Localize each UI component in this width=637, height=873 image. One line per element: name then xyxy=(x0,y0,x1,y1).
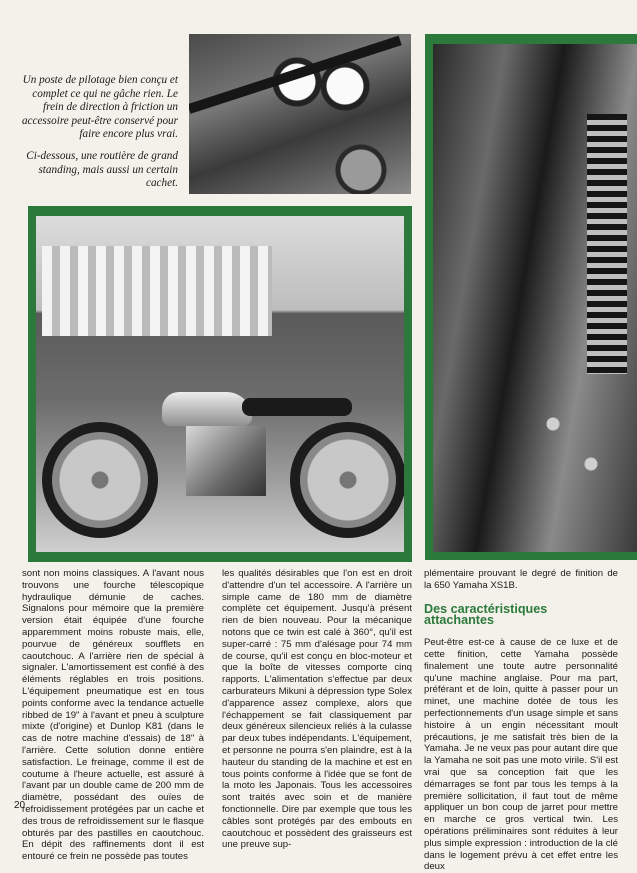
engine-detail-photo xyxy=(433,44,637,552)
cockpit-photo xyxy=(189,34,411,194)
engine-block xyxy=(186,426,266,496)
text-column-2 xyxy=(222,568,412,851)
seat xyxy=(242,398,352,416)
page-number: 20 xyxy=(14,800,26,811)
motorcycle-photo xyxy=(36,216,404,552)
caption-paragraph-1: Un poste de pilotage bien conçu et complet ce qui ne gâche rien. Le frein de direction à friction un accessoire peut-être conservé pour faire encore plus vrai. xyxy=(21,74,178,141)
fuel-tank xyxy=(162,392,252,426)
column-3-intro: plémentaire prouvant le degré de finition de la 650 Yamaha XS1B. xyxy=(424,568,618,591)
column-1-text: sont non moins classiques. A l'avant nous trouvons une fourche télescopique hydraulique démunie de caches. Signalons pour mémoire que la première version était équipée d'une fourche apparemment moins robuste mais, elle, pourvue de généreux soufflets en caoutchouc. A l'arrière rien de spécial à signaler. L'amortissement est confié à des éléments réglables en trois positions. L'équipement pneumatique est en tous points conforme avec la tendance actuelle ribbed de 19" à l'avant et pneu à sculpture mixte (d'origine) et Dunlop K81 (dans le cas de notre machine d'essais) de 18" à l'arrière. Cette solution donne entière satisfaction. Le freinage, comme il est de coutume à l'heure actuelle, est assuré à l'avant par un double came de 200 mm de diamètre, possédant des ouïes de refroidissement protégées par un cache et des trous de refroidissement sur le flasque obturés par des pastilles en caoutchouc. En dépit des raffinements dont il est entouré ce frein ne possède pas toutes xyxy=(22,568,204,863)
cooling-fins xyxy=(587,114,627,374)
rear-wheel xyxy=(290,422,404,538)
front-wheel xyxy=(42,422,158,538)
handlebar-shape xyxy=(189,36,402,114)
column-2-text: les qualités désirables que l'on est en droit d'attendre d'un tel accessoire. A l'arrière un simple came de 180 mm de diamètre complète cet équipement. Jusqu'à présent rien de bien nouveau. Pour la mécanique notons que ce twin est calé à 360°, qu'il est super-carré : 75 mm d'alésage pour 74 mm de course, qu'il est conçu en bloc-moteur et que la boîte de vitesses comporte cinq rapports. L'alimentation s'effectue par deux carburateurs Mikuni à dépression type Solex d'apparence assez complexe, alors que l'échappement se fait classiquement par deux généreux silencieux reliés à la culasse par deux tubes indépendants. L'équipement, et personne ne pourra s'en plaindre, est à la hauteur du standing de la machine et est en tous points conforme à l'idée que se font de la moto les Japonais. Tous les accessoires sont traités avec soin et de manière fonctionnelle. Dire par exemple que tous les câbles sont protégés par des embouts en caoutchouc et possèdent des graisseurs est une preuve sup- xyxy=(222,568,412,851)
section-heading: Des caractéristiques attachantes xyxy=(424,601,548,628)
striped-awning xyxy=(42,246,272,336)
column-3-text: Peut-être est-ce à cause de ce luxe et de cette finition, cette Yamaha possède finalement une toute autre personnalité qu'une machine anglaise. Pour ma part, préférant et de loin, quitte à passer pour un minet, une machine dotée de tous les perfectionnements d'un usage simple et sans histoire à un engin nécessitant moult précautions, je me satisfait très bien de la Yamaha. Je ne veux pas pour autant dire que la Yamaha ne soit pas une moto virile. S'il est vrai que sa conception fait que les démarrages se font par tous les temps à la première sollicitation, il faut tout de même appliquer un bon coup de jarret pour mettre en marche ce gros vertical twin. Les opérations préliminaires sont réduites à leur plus simple expression : introduction de la clé dans le logement prévu à cet effet entre les deux xyxy=(424,637,618,873)
caption-paragraph-2: Ci-dessous, une routière de grand standing, mais aussi un certain cachet. xyxy=(26,149,178,190)
photo-caption xyxy=(14,74,178,199)
text-column-3 xyxy=(424,568,618,873)
